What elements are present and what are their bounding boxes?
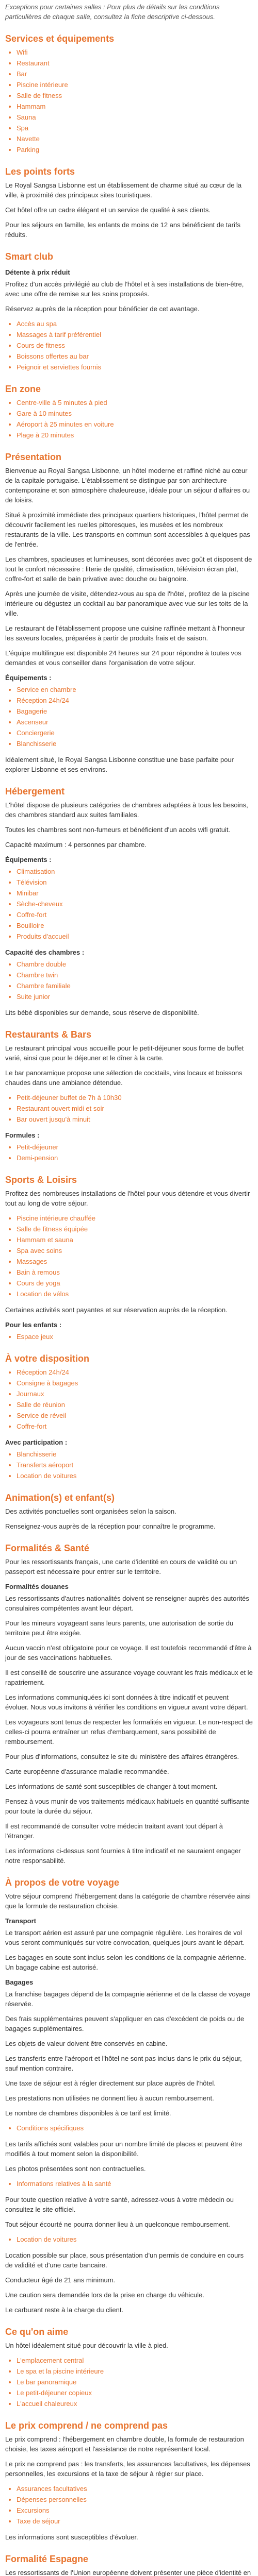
formalities-title: Formalités & Santé: [5, 1543, 90, 1553]
paragraph: Tout séjour écourté ne pourra donner lieu à un quelconque remboursement.: [5, 2221, 230, 2228]
room-capacity-list: [5, 959, 253, 1002]
list-item: • Bar: [17, 69, 253, 79]
paragraph: Idéalement situé, le Royal Sangsa Lisbonne constitue une base parfaite pour explorer Lisbonne et ses environs.: [5, 756, 234, 773]
services-title: Services et équipements: [5, 33, 115, 44]
list-item: • Restaurant: [17, 58, 253, 68]
list-item: • Coffre-fort: [17, 1421, 253, 1431]
spain-formalities-section: [5, 2553, 253, 2576]
list-item: • Service de réveil: [17, 1411, 253, 1420]
paragraph: Les objets de valeur doivent être conservés en cabine.: [5, 2040, 168, 2047]
list-item: • Conciergerie: [17, 728, 253, 738]
list-item: • Climatisation: [17, 867, 253, 876]
list-item: • Télévision: [17, 877, 253, 887]
list-item: • Piscine intérieure chauffée: [17, 1213, 253, 1223]
list-item: • L'accueil chaleureux: [17, 2399, 253, 2409]
paragraph: Les tarifs affichés sont valables pour un nombre limité de places et peuvent être modifiés à tout moment selon la disponibilité.: [5, 2140, 243, 2158]
subheading: Formalités douanes: [5, 1583, 69, 1590]
list-item: • Location de vélos: [17, 1289, 253, 1299]
zone-title: En zone: [5, 384, 41, 394]
paragraph: Les transferts entre l'aéroport et l'hôtel ne sont pas inclus dans le prix du séjour, sauf mention contraire.: [5, 2055, 242, 2072]
paragraph: Le carburant reste à la charge du client.: [5, 2306, 124, 2314]
price-excluded-list: [5, 2484, 253, 2526]
list-item: • Blanchisserie: [17, 1449, 253, 1459]
price-title: Le prix comprend / ne comprend pas: [5, 2420, 168, 2431]
list-item: • Bain à remous: [17, 1267, 253, 1277]
list-item: • Chambre twin: [17, 970, 253, 980]
disposal-title: À votre disposition: [5, 1353, 90, 1364]
page: [5, 0, 253, 2576]
list-item: • Bouilloire: [17, 921, 253, 930]
subheading: Capacité des chambres :: [5, 948, 85, 956]
presentation-list: [5, 685, 253, 749]
paragraph: Profitez des nombreuses installations de l'hôtel pour vous détendre et vous divertir tout au long de votre séjour.: [5, 1190, 250, 1207]
list-item: • Réception 24h/24: [17, 696, 253, 705]
list-item: • Produits d'accueil: [17, 931, 253, 941]
paid-services-list: [5, 1449, 253, 1481]
paragraph: Votre séjour comprend l'hébergement dans la catégorie de chambre réservée ainsi que la formule de restauration choisie.: [5, 1892, 251, 1910]
list-item: • Consigne à bagages: [17, 1378, 253, 1388]
list-item: • Gare à 10 minutes: [17, 409, 253, 418]
subheading: Équipements :: [5, 856, 52, 863]
list-item: • Bagagerie: [17, 706, 253, 716]
paragraph: Une taxe de séjour est à régler directement sur place auprès de l'hôtel.: [5, 2079, 216, 2087]
paragraph: L'hôtel dispose de plusieurs catégories de chambres adaptées à tous les besoins, des chambres standard aux suites familiales.: [5, 801, 248, 819]
paragraph: Des frais supplémentaires peuvent s'appliquer en cas d'excédent de poids ou de bagages supplémentaires.: [5, 2015, 245, 2032]
accommodation-title: Hébergement: [5, 786, 65, 796]
paragraph: Profitez d'un accès privilégié au club de l'hôtel et à ses installations de bien-être, avec une offre de remise sur les soins proposés.: [5, 280, 244, 298]
list-item: • Navette: [17, 134, 253, 144]
subheading: Équipements :: [5, 674, 52, 682]
paragraph: Pour toute question relative à votre santé, adressez-vous à votre médecin ou consultez le site officiel.: [5, 2196, 234, 2213]
list-item: • Informations relatives à la santé: [17, 2179, 253, 2189]
paragraph: Le transport aérien est assuré par une compagnie régulière. Les horaires de vol vous seront communiqués sur votre convocation, quelques jours avant le départ.: [5, 1929, 245, 1946]
sports-title: Sports & Loisirs: [5, 1175, 77, 1185]
paragraph: Pour plus d'informations, consultez le site du ministère des affaires étrangères.: [5, 1753, 239, 1760]
paragraph: Les photos présentées sont non contractuelles.: [5, 2165, 146, 2173]
presentation-title: Présentation: [5, 452, 62, 462]
list-item: • Assurances facultatives: [17, 2484, 253, 2494]
list-item: • Dépenses personnelles: [17, 2495, 253, 2504]
paragraph: Des activités ponctuelles sont organisées selon la saison.: [5, 1507, 176, 1515]
list-item: • Journaux: [17, 1389, 253, 1399]
paragraph: Les informations communiquées ici sont données à titre indicatif et peuvent évoluer. Nous vous invitons à vérifier les conditions en vigueur avant votre départ.: [5, 1693, 248, 1711]
restaurants-title: Restaurants & Bars: [5, 1029, 92, 1040]
paragraph: L'équipe multilingue est disponible 24 heures sur 24 pour répondre à toutes vos demandes et vous conseiller dans l'organisation de votre séjour.: [5, 649, 241, 667]
disposal-section: [5, 1353, 253, 1481]
paragraph: La franchise bagages dépend de la compagnie aérienne et de la classe de voyage réservée.: [5, 1990, 250, 2008]
disposal-list: [5, 1367, 253, 1431]
services-list: [5, 47, 253, 155]
presentation-section: [5, 451, 253, 774]
list-item: • Peignoir et serviettes fournis: [17, 362, 253, 372]
smart-club-list: [5, 319, 253, 372]
price-section: [5, 2420, 253, 2542]
list-item: • Excursions: [17, 2505, 253, 2515]
list-item: • Taxe de séjour: [17, 2516, 253, 2526]
meal-plans-list: [5, 1142, 253, 1163]
paragraph: Certaines activités sont payantes et sur réservation auprès de la réception.: [5, 1306, 228, 1314]
list-item: • Transferts aéroport: [17, 1460, 253, 1470]
health-info-list: [5, 2179, 253, 2189]
list-item: • Parking: [17, 145, 253, 155]
list-item: • Piscine intérieure: [17, 80, 253, 90]
list-item: • Blanchisserie: [17, 739, 253, 749]
trip-info-title: À propos de votre voyage: [5, 1877, 120, 1888]
list-item: • Aéroport à 25 minutes en voiture: [17, 419, 253, 429]
paragraph: Bienvenue au Royal Sangsa Lisbonne, un hôtel moderne et raffiné niché au cœur de la capitale portugaise. L'établissement se distingue par son architecture contemporaine et son atmosphère chaleureuse, idéale pour un séjour d'affaires ou de loisirs.: [5, 467, 250, 504]
paragraph: Les ressortissants de l'Union européenne doivent présenter une pièce d'identité en: [5, 2569, 251, 2576]
list-item: • Sèche-cheveux: [17, 899, 253, 909]
paragraph: Les chambres, spacieuses et lumineuses, sont décorées avec goût et disposent de tout le confort nécessaire : literie de qualité, climatisation, télévision écran plat, coffre-fort et salle de bain privative avec douche ou baignoire.: [5, 555, 252, 583]
paragraph: Pour les ressortissants français, une carte d'identité en cours de validité ou un passeport est nécessaire pour entrer sur le territoire.: [5, 1558, 237, 1575]
likes-section: [5, 2326, 253, 2409]
list-item: • Petit-déjeuner: [17, 1142, 253, 1152]
list-item: • L'emplacement central: [17, 2355, 253, 2365]
paragraph: Pour les mineurs voyageant sans leurs parents, une autorisation de sortie du territoire peut être exigée.: [5, 1619, 234, 1637]
list-item: • Chambre familiale: [17, 981, 253, 991]
list-item: • Réception 24h/24: [17, 1367, 253, 1377]
paragraph: Les informations ci-dessus sont fournies à titre indicatif et ne sauraient engager notre responsabilité.: [5, 1847, 241, 1865]
restaurants-section: [5, 1029, 253, 1163]
subheading: Formules :: [5, 1131, 40, 1139]
list-item: • Le petit-déjeuner copieux: [17, 2388, 253, 2398]
list-item: • Chambre double: [17, 959, 253, 969]
paragraph: Aucun vaccin n'est obligatoire pour ce voyage. Il est toutefois recommandé d'être à jour de ses vaccinations habituelles.: [5, 1644, 252, 1662]
list-item: • Spa: [17, 123, 253, 133]
likes-title: Ce qu'on aime: [5, 2327, 69, 2337]
paragraph: Conducteur âgé de 21 ans minimum.: [5, 2276, 116, 2284]
paragraph: Le bar panoramique propose une sélection de cocktails, vins locaux et boissons chaudes dans une ambiance détendue.: [5, 1069, 243, 1087]
list-item: • Spa avec soins: [17, 1246, 253, 1256]
list-item: • Plage à 20 minutes: [17, 430, 253, 440]
list-item: • Service en chambre: [17, 685, 253, 694]
list-item: • Sauna: [17, 112, 253, 122]
paragraph: Pensez à vous munir de vos traitements médicaux habituels en quantité suffisante pour toute la durée du séjour.: [5, 1798, 250, 1815]
list-item: • Cours de fitness: [17, 341, 253, 350]
list-item: • Demi-pension: [17, 1153, 253, 1163]
animation-title: Animation(s) et enfant(s): [5, 1493, 115, 1503]
list-item: • Restaurant ouvert midi et soir: [17, 1104, 253, 1113]
paragraph: Le restaurant principal vous accueille pour le petit-déjeuner sous forme de buffet varié, ainsi que pour le déjeuner et le dîner à la carte.: [5, 1044, 244, 1062]
likes-list: [5, 2355, 253, 2409]
accommodation-section: [5, 786, 253, 1018]
list-item: • Coffre-fort: [17, 910, 253, 920]
highlights-section: [5, 166, 253, 240]
accommodation-list: [5, 867, 253, 941]
list-item: • Espace jeux: [17, 1332, 253, 1342]
list-item: • Centre-ville à 5 minutes à pied: [17, 398, 253, 408]
paragraph: Lits bébé disponibles sur demande, sous réserve de disponibilité.: [5, 1009, 199, 1016]
paragraph: Le nombre de chambres disponibles à ce tarif est limité.: [5, 2109, 171, 2117]
paragraph: Il est recommandé de consulter votre médecin traitant avant tout départ à l'étranger.: [5, 1822, 223, 1840]
smart-club-title: Smart club: [5, 251, 54, 262]
list-item: • Salle de réunion: [17, 1400, 253, 1410]
paragraph: Les informations sont susceptibles d'évoluer.: [5, 2533, 138, 2541]
list-item: • Salle de fitness équipée: [17, 1224, 253, 1234]
paragraph: Les ressortissants d'autres nationalités doivent se renseigner auprès des autorités consulaires compétentes avant leur départ.: [5, 1595, 249, 1612]
list-item: • Wifi: [17, 47, 253, 57]
intro-note: Exceptions pour certaines salles : Pour plus de détails sur les conditions particulières de chaque salle, consultez la fiche descriptive ci-dessous.: [5, 3, 220, 21]
kids-list: [5, 1332, 253, 1342]
paragraph: Après une journée de visite, détendez-vous au spa de l'hôtel, profitez de la piscine intérieure ou dégustez un cocktail au bar panoramique avec vue sur les toits de la ville.: [5, 590, 250, 617]
list-item: • Le bar panoramique: [17, 2377, 253, 2387]
subheading: Détente à prix réduit: [5, 268, 70, 276]
paragraph: Le restaurant de l'établissement propose une cuisine raffinée mettant à l'honneur les saveurs locales, préparées à partir de produits frais et de saison.: [5, 624, 246, 642]
subheading: Bagages: [5, 1978, 34, 1986]
sports-section: [5, 1174, 253, 1342]
paragraph: Toutes les chambres sont non-fumeurs et bénéficient d'un accès wifi gratuit.: [5, 826, 231, 834]
list-item: • Hammam: [17, 101, 253, 111]
list-item: • Le spa et la piscine intérieure: [17, 2366, 253, 2376]
list-item: • Conditions spécifiques: [17, 2123, 253, 2133]
restaurants-list: [5, 1093, 253, 1124]
paragraph: Capacité maximum : 4 personnes par chambre.: [5, 841, 147, 849]
sports-list: [5, 1213, 253, 1299]
paragraph: Location possible sur place, sous présentation d'un permis de conduire en cours de validité et d'une carte bancaire.: [5, 2251, 244, 2269]
paragraph: Une caution sera demandée lors de la prise en charge du véhicule.: [5, 2291, 204, 2299]
list-item: • Accès au spa: [17, 319, 253, 329]
animation-section: [5, 1492, 253, 1531]
list-item: • Cours de yoga: [17, 1278, 253, 1288]
highlights-title: Les points forts: [5, 166, 75, 177]
paragraph: Carte européenne d'assurance maladie recommandée.: [5, 1768, 169, 1775]
list-item: • Hammam et sauna: [17, 1235, 253, 1245]
paragraph: Réservez auprès de la réception pour bénéficier de cet avantage.: [5, 305, 200, 313]
formalities-section: [5, 1543, 253, 1866]
subheading: Transport: [5, 1917, 36, 1925]
paragraph: Le Royal Sangsa Lisbonne est un établissement de charme situé au cœur de la ville, à proximité des principaux sites touristiques.: [5, 181, 242, 199]
list-item: • Minibar: [17, 888, 253, 898]
zone-section: [5, 383, 253, 440]
trip-info-section: [5, 1877, 253, 2315]
paragraph: Un hôtel idéalement situé pour découvrir la ville à pied.: [5, 2342, 168, 2349]
subheading: Pour les enfants :: [5, 1321, 62, 1329]
list-item: • Ascenseur: [17, 717, 253, 727]
list-item: • Massages à tarif préférentiel: [17, 330, 253, 340]
paragraph: Cet hôtel offre un cadre élégant et un service de qualité à ses clients.: [5, 206, 211, 214]
list-item: • Bar ouvert jusqu'à minuit: [17, 1114, 253, 1124]
subheading: Avec participation :: [5, 1438, 68, 1446]
list-item: • Location de voitures: [17, 2234, 253, 2244]
spain-formalities-title: Formalité Espagne: [5, 2554, 89, 2564]
list-item: • Suite junior: [17, 992, 253, 1002]
paragraph: Le prix ne comprend pas : les transferts, les assurances facultatives, les dépenses personnelles, les excursions et la taxe de séjour à régler sur place.: [5, 2460, 250, 2478]
services-section: [5, 33, 253, 155]
list-item: • Massages: [17, 1257, 253, 1266]
list-item: • Petit-déjeuner buffet de 7h à 10h30: [17, 1093, 253, 1103]
smart-club-section: [5, 251, 253, 372]
paragraph: Il est conseillé de souscrire une assurance voyage couvrant les frais médicaux et le rapatriement.: [5, 1669, 253, 1686]
zone-list: [5, 398, 253, 440]
paragraph: Les voyageurs sont tenus de respecter les formalités en vigueur. Le non-respect de celles-ci pourra entraîner un refus d'embarquement, sans possibilité de remboursement.: [5, 1718, 253, 1745]
paragraph: Situé à proximité immédiate des principaux quartiers historiques, l'hôtel permet de découvrir facilement les ruelles pittoresques, les musées et les nombreux restaurants de la ville. Les transports en commun sont accessibles à quelques pas de l'entrée.: [5, 511, 250, 548]
specific-conditions-list: [5, 2123, 253, 2133]
paragraph: Le prix comprend : l'hébergement en chambre double, la formule de restauration choisie, les taxes aéroport et l'assistance de notre représentant local.: [5, 2435, 244, 2453]
paragraph: Les prestations non utilisées ne donnent lieu à aucun remboursement.: [5, 2094, 214, 2102]
list-item: • Boissons offertes au bar: [17, 351, 253, 361]
list-item: • Location de voitures: [17, 1471, 253, 1481]
car-rental-list: [5, 2234, 253, 2244]
list-item: • Salle de fitness: [17, 91, 253, 100]
paragraph: Les bagages en soute sont inclus selon les conditions de la compagnie aérienne. Un bagage cabine est autorisé.: [5, 1954, 246, 1971]
paragraph: Pour les séjours en famille, les enfants de moins de 12 ans bénéficient de tarifs réduits.: [5, 221, 240, 239]
paragraph: Renseignez-vous auprès de la réception pour connaître le programme.: [5, 1522, 216, 1530]
paragraph: Les informations de santé sont susceptibles de changer à tout moment.: [5, 1783, 218, 1790]
